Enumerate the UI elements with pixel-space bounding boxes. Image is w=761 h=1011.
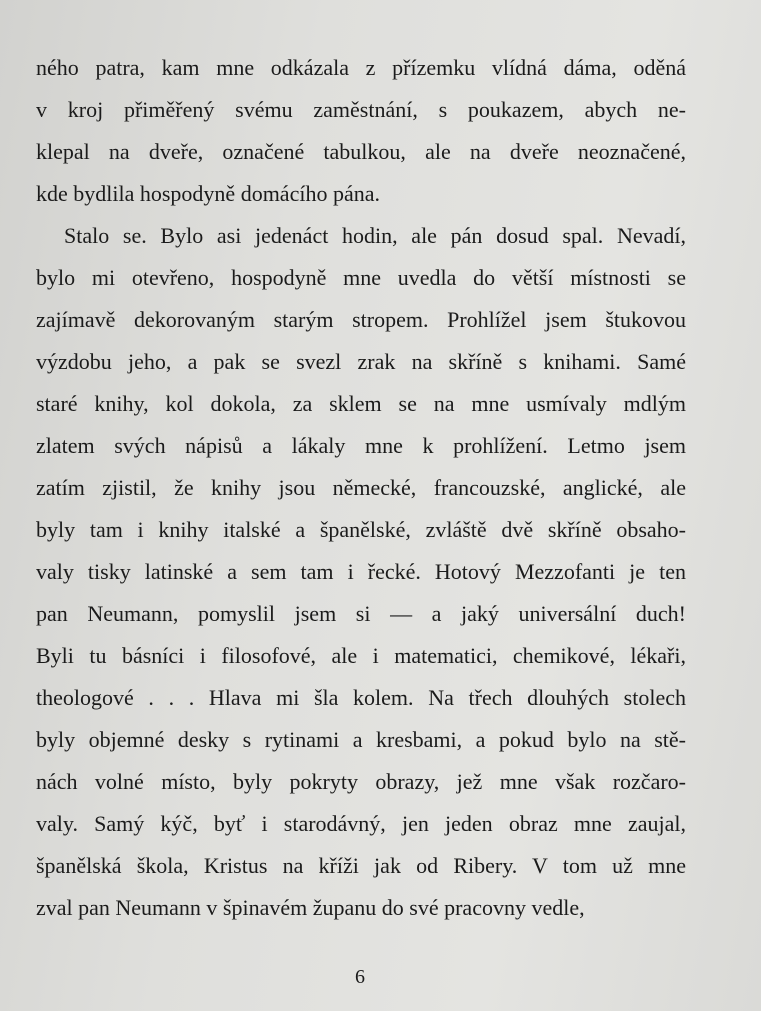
text-line: theologové . . . Hlava mi šla kolem. Na třech dlouhých stolech bbox=[36, 685, 686, 710]
text-line: Byli tu básníci i filosofové, ale i matematici, chemikové, lékaři, bbox=[36, 643, 686, 668]
text-line: klepal na dveře, označené tabulkou, ale na dveře neoznačené, bbox=[36, 139, 686, 164]
text-line: ného patra, kam mne odkázala z přízemku vlídná dáma, oděná bbox=[36, 55, 686, 80]
text-line: valy. Samý kýč, byť i starodávný, jen jeden obraz mne zaujal, bbox=[36, 811, 686, 836]
text-line: španělská škola, Kristus na kříži jak od Ribery. V tom už mne bbox=[36, 853, 686, 878]
text-line: byly objemné desky s rytinami a kresbami, a pokud bylo na stě- bbox=[36, 727, 686, 752]
text-line: nách volné místo, byly pokryty obrazy, jež mne však rozčaro- bbox=[36, 769, 686, 794]
text-line: výzdobu jeho, a pak se svezl zrak na skříně s knihami. Samé bbox=[36, 349, 686, 374]
text-line: v kroj přiměřený svému zaměstnání, s poukazem, abych ne- bbox=[36, 97, 686, 122]
text-line: zlatem svých nápisů a lákaly mne k prohlížení. Letmo jsem bbox=[36, 433, 686, 458]
text-line: bylo mi otevřeno, hospodyně mne uvedla do větší místnosti se bbox=[36, 265, 686, 290]
text-line: pan Neumann, pomyslil jsem si — a jaký universální duch! bbox=[36, 601, 686, 626]
page-number: 6 bbox=[355, 966, 365, 988]
text-line: staré knihy, kol dokola, za sklem se na mne usmívaly mdlým bbox=[36, 391, 686, 416]
text-line: Stalo se. Bylo asi jedenáct hodin, ale pán dosud spal. Nevadí, bbox=[64, 223, 686, 248]
text-line: zval pan Neumann v špinavém županu do své pracovny vedle, bbox=[36, 895, 585, 920]
text-line: byly tam i knihy italské a španělské, zvláště dvě skříně obsaho- bbox=[36, 517, 686, 542]
text-line: kde bydlila hospodyně domácího pána. bbox=[36, 181, 380, 206]
text-line: zajímavě dekorovaným starým stropem. Prohlížel jsem štukovou bbox=[36, 307, 686, 332]
text-line: zatím zjistil, že knihy jsou německé, francouzské, anglické, ale bbox=[36, 475, 686, 500]
text-line: valy tisky latinské a sem tam i řecké. Hotový Mezzofanti je ten bbox=[36, 559, 686, 584]
